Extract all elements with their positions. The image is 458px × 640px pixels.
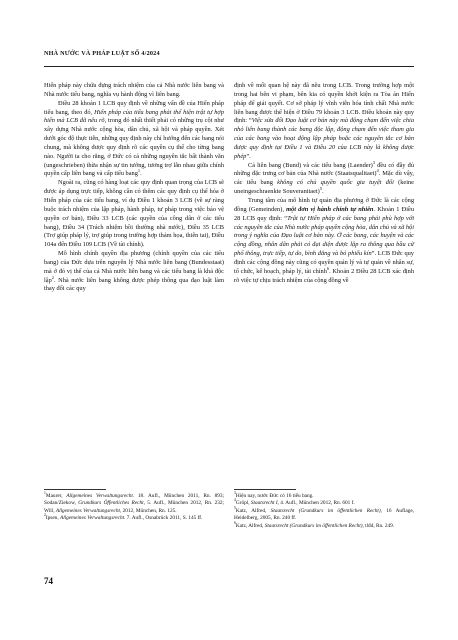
- paragraph: Cả liên bang (Bund) và các tiểu bang (Laender)$^3$ đều có đầy đủ những đặc trưng cơ bản của Nhà nước (Staatsqualitaet)$^4$. Mặc dù vậy, các tiểu bang không có chủ quyền quốc gia tuyệt đối (keine uneingeschraenkte Souveranitaet)$^5$.: [234, 159, 414, 196]
- footnotes-right: [234, 493, 414, 530]
- footnote-ref[interactable]: 4: [376, 168, 379, 174]
- paragraph: Trung tâm của mô hình tự quản địa phương ở Đức là các cộng đồng (Gemeinden), một đơn vị hành chính tự nhiên. Khoản 1 Điều 28 LCB quy định: “Trật tự Hiến pháp ở các bang phải phù hợp với các nguyên tắc của Nhà nước pháp quyền cộng hòa, dân chủ và xã hội trong ý nghĩa của Đạo luật cơ bản này. Ở các bang, các huyện và các cộng đồng, nhân dân phải có đại diện được lập ra thông qua bầu cử phổ thông, trực tiếp, tự do, bình đẳng và bỏ phiếu kín”. LCB Đức quy định các cộng đồng này cũng có quyền quản lý và tự quản về nhân sự, tổ chức, kế hoạch, pháp lý, tài chính$^6$. Khoản 2 Điều 28 LCB xác định rõ việc tự chịu trách nhiệm của cộng đồng về: [234, 196, 414, 284]
- footnote: $^2$Ipsen, Allgemeines Verwaltungsrecht. 7. Aufl., Osnabrück 2011, S. 145 ff.: [44, 513, 203, 522]
- paragraph: Điều 28 khoản 1 LCB quy định về những vấn đề của Hiến pháp tiểu bang, theo đó, Hiến pháp của tiểu bang phải thể hiện trật tự hợp hiến mà LCB đã nêu rõ, trong đó nhất thiết phải có những trụ cột như xây dựng Nhà nước cộng hòa, dân chủ, xã hội và pháp quyền. Xét dưới góc độ thực tiễn, những quy định này chỉ hướng đến các bang nói chung, mà không được quy định rõ các quyền cụ thể cho từng bang nào. Người ta cho rằng, ở Đức có cả những nguyên tắc bất thành văn (ungeschrieben) thừa nhận sự tin tưởng, tương trợ lẫn nhau giữa chính quyền cấp liên bang và cấp tiểu bang$^1$.: [44, 99, 224, 178]
- footnote: $^6$Katz, Alfred, Staatsrecht (Grundkurs im öffentlichen Recht), tlđd, Rn. 249.: [234, 520, 395, 529]
- footnotes-left: [44, 493, 224, 523]
- footnote-divider: [44, 489, 106, 490]
- running-header: NHÀ NƯỚC VÀ PHÁP LUẬT SỐ 4/2024: [44, 50, 160, 57]
- paragraph: Ngoài ra, cũng có hàng loạt các quy định quan trọng của LCB sẽ được áp dụng trực tiếp, không cần có thêm các quy định cụ thể hóa ở Hiến pháp của các tiểu bang, ví dụ Điều 1 khoản 3 LCB (về sự ràng buộc trách nhiệm của lập pháp, hành pháp, tư pháp trong việc bảo vệ quyền cơ bản), Điều 33 LCB (các quyền của công dân ở các tiểu bang), Điều 34 (Trách nhiệm bồi thường nhà nước), Điều 35 LCB (Trợ giúp pháp lý, trợ giúp trong trường hợp thảm họa, thiên tai), Điều 104a đến Điều 109 LCB (Về tài chính).: [44, 179, 224, 249]
- paragraph: Mô hình chính quyền địa phương (chính quyền của các tiểu bang) của Đức dựa trên nguyên lý Nhà nước liên bang (Bundesstaat) mà ở đó vị thế của cả Nhà nước liên bang và các tiểu bang là khả độc lập$^2$. Nhà nước liên bang không được phép thông qua đạo luật làm thay đổi các quy: [44, 250, 224, 293]
- footnote: $^5$Katz, Alfred, Staatsrecht (Grundkurs im öffentlichen Recht), 16 Auflage, Heidelberg, 2005, Rn. 240 ff.: [234, 506, 414, 522]
- footnote-ref[interactable]: 1: [137, 168, 141, 174]
- paragraph: định về mối quan hệ này đã nêu trong LCB. Trong trường hợp một trong hai bên vi phạm, bên kia có quyền khởi kiện ra Tòa án Hiến pháp để giải quyết. Cơ sở pháp lý vĩnh viễn hóa tính chất Nhà nước liên bang được thể hiện ở Điều 79 khoản 3 LCB. Điều khoản này quy định: “Việc sửa đổi Đạo luật cơ bản này mà động chạm đến việc chia nhỏ liên bang thành các bang độc lập, động chạm đến việc tham gia của các bang vào hoạt động lập pháp hoặc các nguyên tắc cơ bản được quy định tại Điều 1 và Điều 20 của LCB này là không được phép”.: [234, 82, 414, 160]
- footnote: $^1$Maurer, Allgemeines Verwaltungsrecht. 18. Aufl., München 2011, Rn. 893; Sodan/Ziekow, Grundkurs Öffentliches Recht, 5. Aufl., München 2012, Rn. 232; Will, Allgemeines Verwaltungsrecht, 2012, München, Rn. 125.: [44, 491, 224, 514]
- footnote-ref[interactable]: 6: [326, 265, 330, 271]
- paragraph: Hiến pháp này chứa đựng trách nhiệm của cả Nhà nước liên bang và Nhà nước tiểu bang, nghĩa vụ hành động vì liên bang.: [44, 82, 224, 98]
- footnote: $^4$Gröpl, Staatsrecht I, 4. Aufl., München 2012, Rn. 601 f.: [234, 498, 355, 507]
- left-column: [44, 82, 224, 294]
- footnote-ref[interactable]: 3: [372, 159, 376, 165]
- footnote-divider: [234, 489, 296, 490]
- header-divider: [44, 66, 414, 67]
- footnote-ref[interactable]: 5: [319, 186, 322, 192]
- page-number: 74: [44, 576, 53, 586]
- footnote-ref[interactable]: 2: [51, 274, 54, 280]
- right-column: [234, 82, 414, 285]
- footnote: $^3$Hiện nay, nước Đức có 16 tiểu bang.: [234, 491, 314, 499]
